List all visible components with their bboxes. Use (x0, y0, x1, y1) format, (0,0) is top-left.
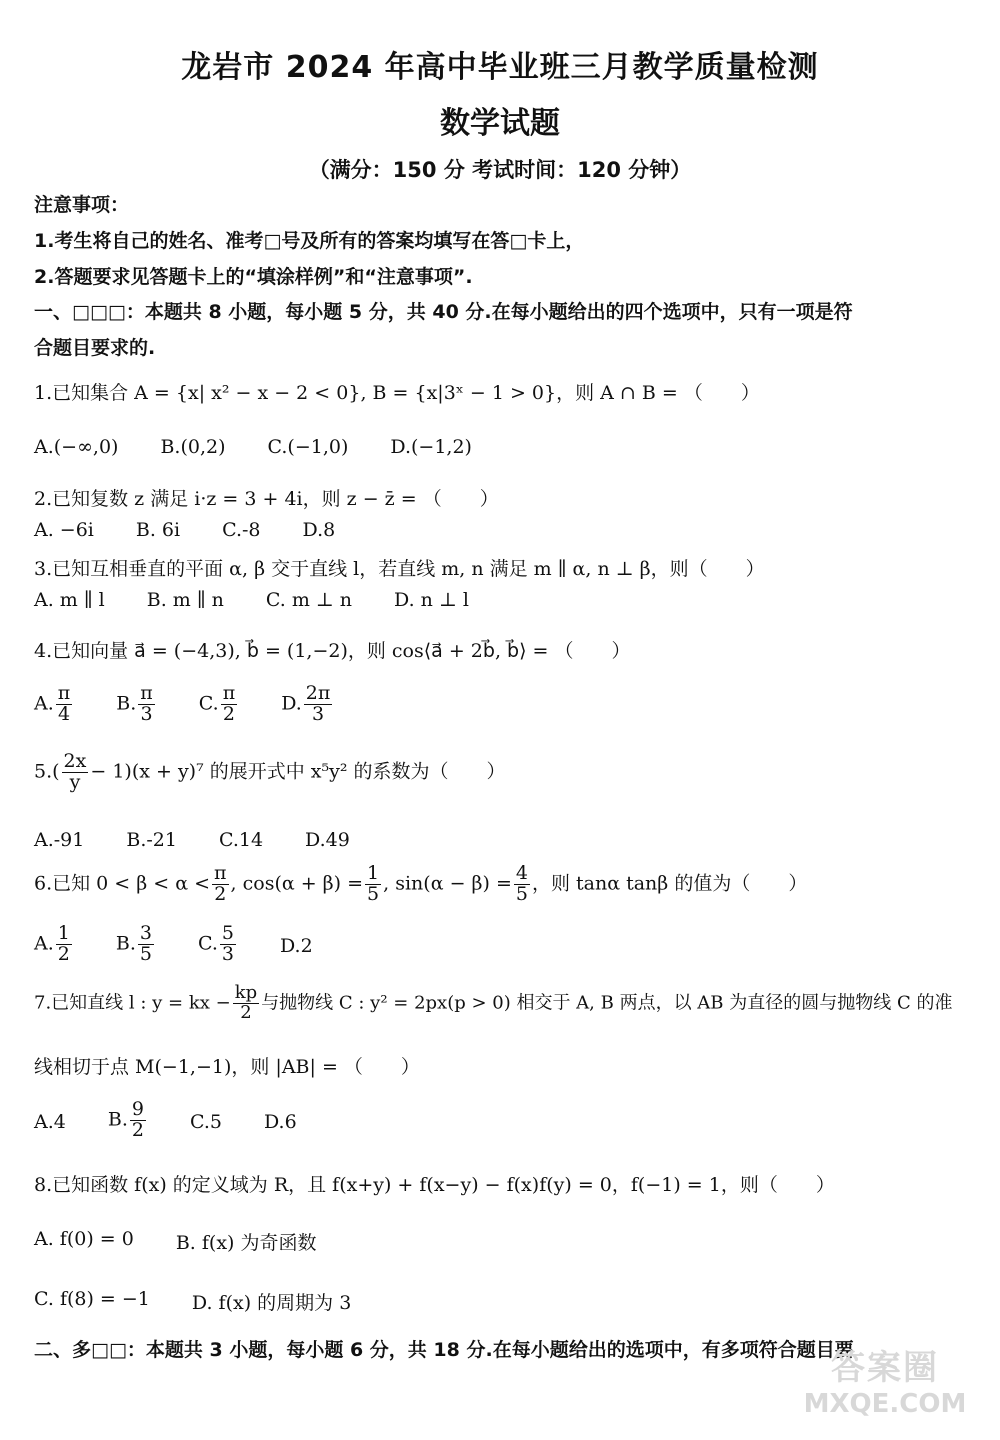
fraction-denominator: y (69, 770, 81, 793)
q2-stem: 2.已知复数 z 满足 i·z = 3 + 4i，则 z − z̄ = （ ） (34, 488, 499, 510)
q4-option-c-fraction (221, 684, 238, 725)
q7-part-1: 7.已知直线 l : y = kx − (34, 992, 231, 1014)
q7-fraction (233, 984, 259, 1023)
fraction-numerator: π (214, 862, 227, 884)
q6-option-a-fraction (56, 924, 72, 965)
q7-stem-cont: 线相切于点 M(−1,−1)，则 |AB| = （ ） (34, 1056, 420, 1078)
watermark-line-2: MXQE.COM (803, 1389, 967, 1419)
q6-option-c (198, 924, 238, 968)
fraction-denominator: 5 (367, 882, 380, 905)
q4-option-b-fraction (138, 684, 155, 725)
q1-options (34, 436, 974, 458)
exam-meta: （满分：150 分 考试时间：120 分钟） (308, 158, 692, 182)
q7-stem (34, 984, 974, 1023)
q6-fraction-1 (212, 864, 229, 905)
q5-option-b: B.-21 (126, 829, 177, 851)
q3-option-b: B. m ∥ n (146, 589, 224, 611)
notice-item-1: 1.考生将自己的姓名、准考□号及所有的答案均填写在答□卡上， (34, 230, 585, 252)
q4-stem: 4.已知向量 a⃗ = (−4,3), b⃗ = (1,−2)，则 cos⟨a⃗ + 2b⃗, b⃗⟩ = （ ） (34, 640, 631, 662)
q1-option-c: C.(−1,0) (267, 436, 349, 458)
fraction-denominator: 3 (221, 942, 234, 965)
q1-stem: 1.已知集合 A = {x| x² − x − 2 < 0}, B = {x|3ˣ − 1 > 0}，则 A ∩ B = （ ） (34, 382, 760, 404)
section1-heading: 一、□□□：本题共 8 小题，每小题 5 分，共 40 分.在每小题给出的四个选项中，只有一项是符 (34, 301, 853, 323)
q7-option-b-fraction (130, 1100, 146, 1141)
q8-options-row-1 (34, 1228, 974, 1255)
notice-heading: 注意事项： (34, 194, 130, 216)
q2-option-b: B. 6i (135, 519, 181, 541)
q5-option-a: A.-91 (34, 829, 85, 851)
fraction-denominator: 2 (240, 1001, 252, 1023)
fraction-numerator: π (140, 682, 153, 704)
q4-option-c (199, 684, 239, 725)
exam-title: 龙岩市 2024 年高中毕业班三月教学质量检测 (181, 50, 819, 85)
q5-option-c: C.14 (218, 829, 264, 851)
q7-option-b-label: B. (107, 1108, 128, 1131)
q7-option-c: C.5 (189, 1111, 222, 1133)
fraction-denominator: 5 (139, 942, 152, 965)
q6-option-a (34, 924, 74, 968)
q6-option-b-fraction (138, 924, 154, 965)
q4-option-b-label: B. (116, 692, 137, 715)
fraction-denominator: 3 (140, 702, 153, 725)
fraction-numerator: 2π (305, 682, 331, 704)
q6-part-4: ，则 tanα tanβ 的值为（ ） (531, 872, 808, 895)
q1-option-a: A.(−∞,0) (34, 436, 119, 458)
q7-option-b (108, 1100, 148, 1144)
watermark-line-1: 答案圈 (831, 1348, 939, 1388)
fraction-denominator: 3 (312, 702, 325, 725)
fraction-denominator: 2 (57, 942, 70, 965)
q7-options (34, 1100, 974, 1144)
q4-options (34, 684, 974, 725)
q5-options (34, 829, 974, 851)
q3-stem: 3.已知互相垂直的平面 α, β 交于直线 l，若直线 m, n 满足 m ∥ α, n ⊥ β，则（ ） (34, 558, 765, 580)
fraction-numerator: 4 (515, 862, 528, 884)
q6-option-c-label: C. (197, 932, 218, 955)
q6-part-1: 6.已知 0 < β < α < (34, 872, 211, 895)
q6-part-3: , sin(α − β) = (383, 872, 512, 895)
fraction-denominator: 4 (57, 702, 71, 725)
q6-fraction-3 (514, 864, 530, 905)
fraction-denominator: 2 (214, 882, 227, 905)
q7-option-a: A.4 (34, 1111, 66, 1133)
q5-prefix: 5.( (34, 760, 60, 783)
q4-option-d-fraction (304, 684, 333, 725)
q6-option-a-label: A. (34, 932, 54, 955)
q4-option-a (34, 684, 74, 725)
q7-option-d: D.6 (263, 1111, 297, 1133)
q1-option-b: B.(0,2) (160, 436, 226, 458)
notice-item-2: 2.答题要求见答题卡上的“填涂样例”和“注意事项”. (34, 266, 473, 288)
q4-option-a-label: A. (34, 692, 54, 715)
q4-option-c-label: C. (198, 692, 219, 715)
fraction-numerator: 1 (57, 922, 70, 944)
fraction-numerator: 3 (139, 922, 152, 944)
q5-option-d: D.49 (305, 829, 350, 851)
q8-option-b: B. f(x) 为奇函数 (175, 1232, 317, 1254)
q2-option-c: C.-8 (222, 519, 261, 541)
q5-stem (34, 752, 974, 793)
fraction-denominator: 5 (515, 882, 528, 905)
q1-option-d: D.(−1,2) (390, 436, 472, 458)
q4-option-d (281, 684, 334, 725)
fraction-denominator: 2 (131, 1118, 144, 1141)
fraction-denominator: 2 (222, 702, 235, 725)
q8-option-c: C. f(8) = −1 (34, 1288, 150, 1310)
q2-option-d: D.8 (302, 519, 336, 541)
fraction-numerator: kp (234, 982, 258, 1003)
section2-heading: 二、多□□：本题共 3 小题，每小题 6 分，共 18 分.在每小题给出的选项中，有多项符合题目要 (34, 1339, 854, 1361)
q6-part-2: , cos(α + β) = (230, 872, 364, 895)
q3-option-c: C. m ⊥ n (265, 589, 353, 611)
q6-options (34, 924, 974, 968)
q4-option-d-label: D. (281, 692, 302, 715)
section1-heading-cont: 合题目要求的. (34, 337, 156, 359)
q7-part-2: 与抛物线 C : y² = 2px(p > 0) 相交于 A, B 两点，以 AB 为直径的圆与抛物线 C 的准 (261, 992, 953, 1014)
watermark-logo (790, 1340, 980, 1430)
q6-fraction-2 (365, 864, 381, 905)
q8-stem: 8.已知函数 f(x) 的定义域为 R，且 f(x+y) + f(x−y) − f(x)f(y) = 0，f(−1) = 1，则（ ） (34, 1174, 835, 1196)
q2-options (34, 519, 974, 541)
q5-suffix: − 1)(x + y)⁷ 的展开式中 x⁵y² 的系数为（ ） (90, 760, 506, 783)
q4-option-b (116, 684, 157, 725)
q6-option-b (116, 924, 156, 968)
fraction-numerator: π (222, 682, 236, 704)
q2-option-a: A. −6i (34, 519, 94, 541)
fraction-numerator: 9 (131, 1098, 144, 1120)
fraction-numerator: 2x (63, 750, 87, 772)
fraction-numerator: π (57, 682, 71, 704)
q6-option-b-label: B. (115, 932, 136, 955)
q4-option-a-fraction (56, 684, 73, 725)
exam-subtitle: 数学试题 (440, 106, 560, 141)
fraction-numerator: 1 (367, 862, 380, 884)
q3-option-a: A. m ∥ l (34, 589, 105, 611)
q3-options (34, 589, 974, 611)
q5-fraction (62, 752, 89, 793)
q6-option-c-fraction (220, 924, 236, 965)
q6-stem (34, 864, 974, 905)
q8-option-a: A. f(0) = 0 (34, 1228, 134, 1250)
fraction-numerator: 5 (221, 922, 234, 944)
q3-option-d: D. n ⊥ l (394, 589, 469, 611)
q6-option-d: D.2 (279, 935, 313, 957)
q8-options-row-2 (34, 1288, 974, 1315)
q8-option-d: D. f(x) 的周期为 3 (191, 1292, 352, 1314)
